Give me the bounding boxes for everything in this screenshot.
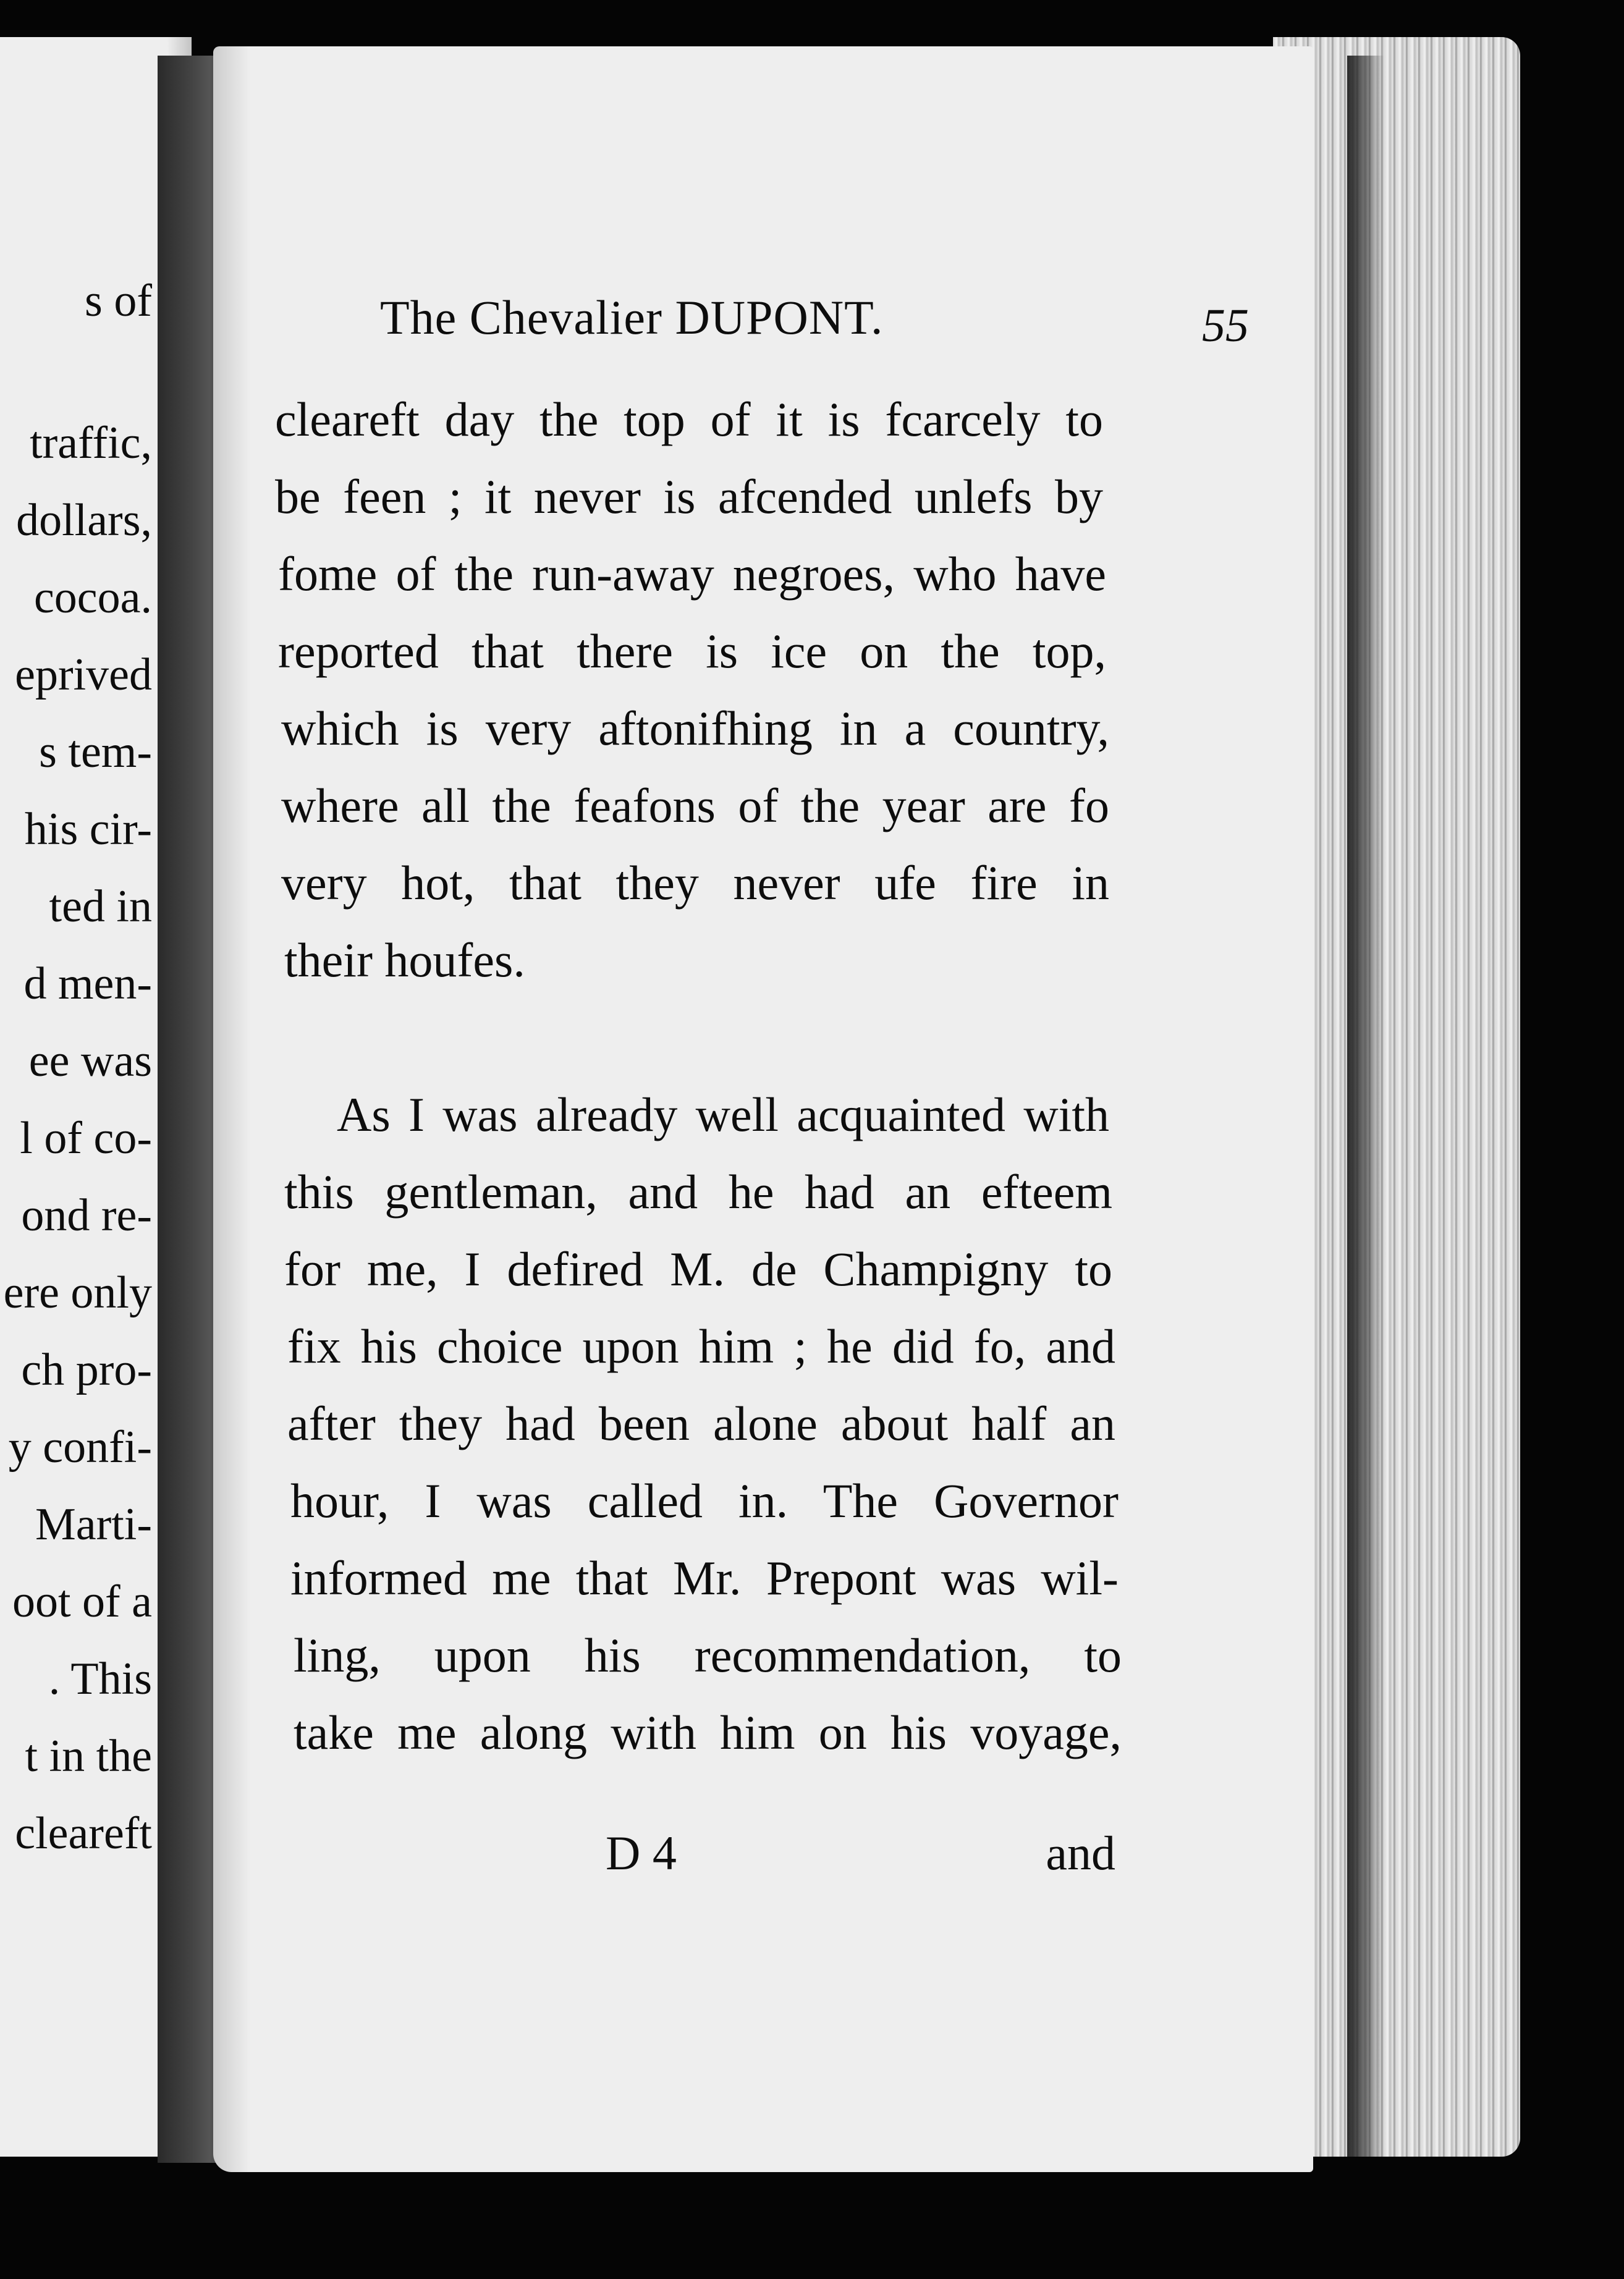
text-line: their houfes. <box>284 933 525 987</box>
text-line: which is very aftonifhing in a country, <box>281 701 1109 755</box>
left-line: his cir- <box>24 804 152 855</box>
text-line: take me along with him on his voyage, <box>294 1706 1122 1759</box>
text-line: after they had been alone about half an <box>287 1397 1115 1450</box>
left-line: eprived <box>15 649 152 700</box>
left-line: ere only <box>3 1267 152 1318</box>
running-title: The Chevalier DUPONT. <box>380 290 884 344</box>
left-line: d men- <box>23 958 152 1009</box>
left-line: oot of a <box>12 1576 152 1627</box>
text-line: this gentleman, and he had an efteem <box>284 1165 1112 1219</box>
left-line: s tem- <box>39 727 152 777</box>
left-line: ee was <box>28 1036 152 1086</box>
signature-mark: D 4 <box>606 1826 677 1880</box>
text-line: for me, I defired M. de Champigny to <box>284 1242 1112 1296</box>
text-line: fome of the run-away negroes, who have <box>278 547 1106 601</box>
left-line: . This <box>48 1654 152 1704</box>
left-line: s of <box>85 276 152 326</box>
right-page <box>213 46 1313 2172</box>
left-line: ch pro- <box>21 1345 152 1395</box>
left-line: cleareft <box>15 1808 152 1859</box>
text-line: informed me that Mr. Prepont was wil- <box>290 1551 1119 1605</box>
left-line: traffic, <box>30 418 152 468</box>
text-line: cleareft day the top of it is fcarcely to <box>275 392 1103 446</box>
left-line: Marti- <box>35 1499 152 1550</box>
left-line: l of co- <box>20 1113 152 1164</box>
fore-edge-shadow <box>1347 56 1384 2157</box>
text-line: ling, upon his recommendation, to <box>294 1628 1122 1682</box>
text-line: reported that there is ice on the top, <box>278 624 1106 678</box>
text-line: be feen ; it never is afcended unlefs by <box>275 470 1103 523</box>
page-number: 55 <box>1202 300 1249 352</box>
text-line: hour, I was called in. The Governor <box>290 1474 1119 1528</box>
left-line: dollars, <box>16 495 152 546</box>
text-line: fix his choice upon him ; he did fo, and <box>287 1319 1115 1373</box>
catchword: and <box>1046 1826 1115 1880</box>
text-line: As I was already well acquainted with <box>337 1088 1109 1141</box>
left-line: cocoa. <box>33 572 152 623</box>
left-line: t in the <box>25 1731 152 1782</box>
left-line: ted in <box>49 881 152 932</box>
text-line: where all the feafons of the year are fo <box>281 779 1109 832</box>
left-line: y confi- <box>8 1422 152 1473</box>
text-line: very hot, that they never ufe fire in <box>281 856 1109 910</box>
left-line: ond re- <box>21 1190 152 1241</box>
